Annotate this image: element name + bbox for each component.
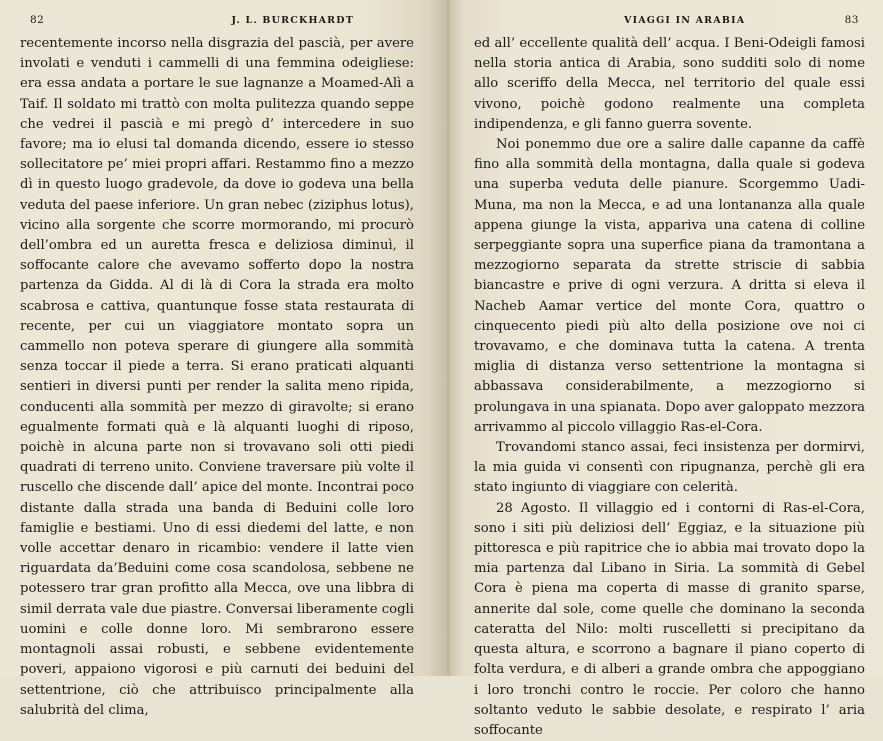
left-page-header (20, 14, 414, 28)
right-page-number: 83 (844, 14, 859, 26)
right-page (466, 0, 883, 738)
paragraph: 28 Agosto. Il villaggio ed i contorni di Ras-el-Cora, sono i siti più deliziosi dell’ Eggiaz, e la situazione più pittoresca e più rapitrice che io abbia mai trovato dopo la mia partenza dal Libano in Siria. La sommità di Gebel Cora è piena ma coperta di masse di granito sparse, annerite dal sole, come quelle che dominano la seconda cateratta del Nilo: molti ruscelletti si precipitano da questa altura, e scorrono a bagnare il piano coperto di folta verdura, e di alberi a grande ombra che appoggiano i loro tronchi contro le roccie. Per coloro che hanno soltanto veduto le sabbie desolate, e respirato l’ aria soffocante (474, 500, 865, 738)
right-page-header (474, 14, 865, 28)
book-gutter (430, 0, 466, 676)
right-page-body (474, 34, 865, 741)
right-running-head: VIAGGI IN ARABIA (624, 15, 746, 26)
paragraph: Noi ponemmo due ore a salire dalle capanne da caffè fino alla sommità della montagna, dalla quale si godeva una superba veduta delle pianure. Scorgemmo Uadi-Muna, ma non la Mecca, e ad una lontananza alla quale appena giunge la vista, appariva una catena di colline serpeggiante sopra una superfice piana da tramontana a mezzogiorno separata da strette striscie di sabbia biancastre e prive di ogni verzura. A dritta si eleva il Nacheb Aamar vertice del monte Cora, quattro o cinquecento piedi più alto della posizione ove noi ci trovavamo, e che dominava tutta la catena. A trenta miglia di distanza verso settentrione la montagna si abbassava considerabilmente, a mezzogiorno si prolungava in una spianata. Dopo aver galoppato mezzora arrivammo al piccolo villaggio Ras-el-Cora. (474, 137, 865, 435)
paragraph: Trovandomi stanco assai, feci insistenza per dormirvi, la mia guida vi consentì con ripugnanza, perchè gli era stato ingiunto di viaggiare con celerità. (474, 440, 865, 496)
left-running-head: J. L. BURCKHARDT (231, 15, 354, 26)
left-page-body (20, 34, 414, 721)
paragraph: recentemente incorso nella disgrazia del pascià, per avere involati e venduti i cammelli di una femmina odeigliese: era essa andata a portare le sue lagnanze a Moamed-Alì a Taif. Il soldato mi trattò con molta pulitezza quando seppe che vedrei il pascià e mi pregò d’ intercedere in suo favore; ma io elusi tal domanda dicendo, essere io stesso sollecitatore pe’ miei propri affari. Restammo fino a mezzo dì in questo luogo gradevole, da dove io godeva una bella veduta del paese inferiore. Un gran nebec (ziziphus lotus), vicino alla sorgente che scorre mormorando, mi procurò dell’ombra ed un auretta fresca e deliziosa diminuì, il soffocante calore che avevamo sofferto dopo la nostra partenza da Gidda. Al di là di Cora la strada era molto scabrosa e cattiva, quantunque fosse stata restaurata di recente, per cui un viaggiatore montato sopra un cammello non poteva sperare di giungere alla sommità senza toccar il piede a terra. Si erano praticati alquanti sentieri in diversi punti per render la salita meno ripida, conducenti alla sommità per mezzo di giravolte; si erano egualmente formati quà e là alquanti luoghi di riposo, poichè in alcuna parte non si trovavano soli otti piedi quadrati di terreno unito. Conviene traversare più volte il ruscello che discende dall’ apice del monte. Incontrai poco distante dalla strada una banda di Beduini colle loro famiglie e bestiami. Uno di essi diedemi del latte, e non volle accettar denaro in ricambio: vendere il latte vien riguardata da’Beduini come cosa scandolosa, sebbene ne potessero trar gran profitto alla Mecca, ove una libbra di simil derrata vale due piastre. Conversai liberamente cogli uomini e colle donne loro. Mi sembrarono essere montagnoli assai robusti, e sebbene evidentemente poveri, appaiono vigorosi e più carnuti dei beduini del settentrione, ciò che attribuisco principalmente alla salubrità del clima, (20, 36, 414, 718)
left-page (0, 0, 430, 718)
left-page-number: 82 (30, 14, 45, 26)
paragraph: ed all’ eccellente qualità dell’ acqua. I Beni-Odeigli famosi nella storia antica di Arabia, sono sudditi solo di nome allo sceriffo della Mecca, nel territorio del quale essi vivono, poichè godono realmente una completa indipendenza, e gli fanno guerra sovente. (474, 36, 865, 132)
